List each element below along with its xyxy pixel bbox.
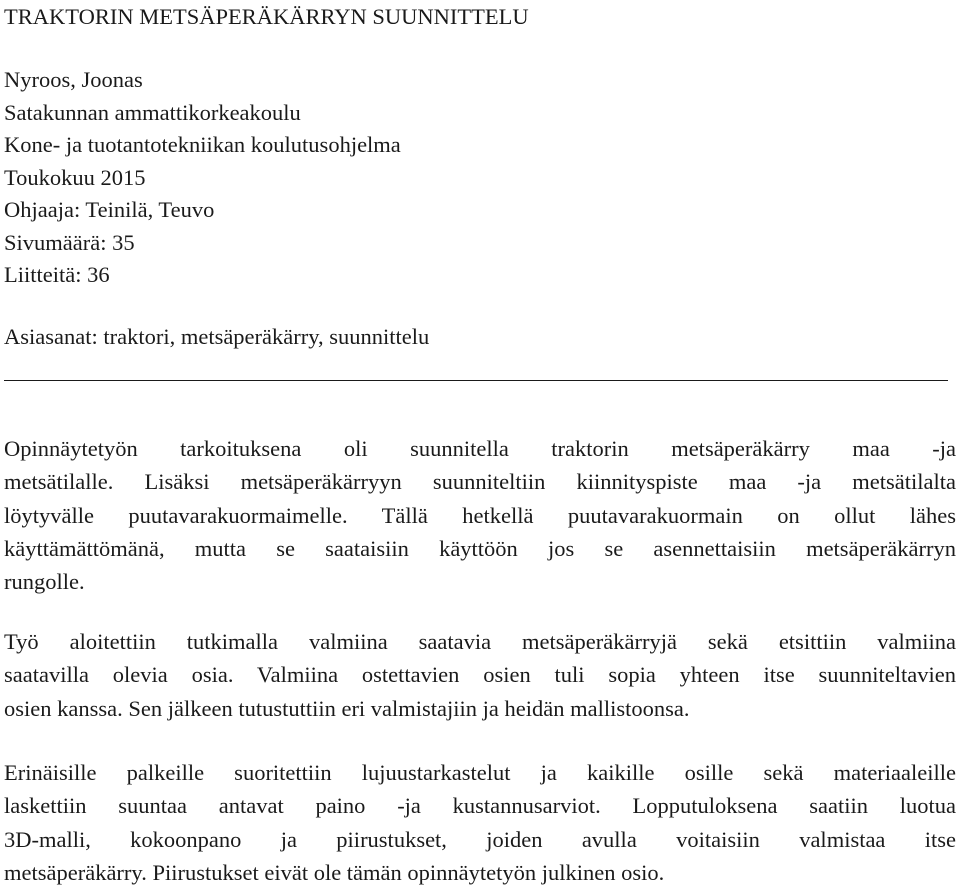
paragraph-line: saatavilla olevia osia. Valmiina ostettavien osien tuli sopia yhteen itse suunniteltavien bbox=[4, 662, 956, 688]
paragraph-line: osien kanssa. Sen jälkeen tutustuttiin eri valmistajiin ja heidän mallistoonsa. bbox=[4, 695, 690, 721]
page-count: Sivumäärä: 35 bbox=[4, 229, 135, 255]
author: Nyroos, Joonas bbox=[4, 67, 143, 92]
abstract-paragraph-3 bbox=[4, 756, 956, 889]
paragraph-line: 3D-malli, kokoonpano ja piirustukset, joiden avulla voitaisiin valmistaa itse bbox=[4, 826, 956, 852]
abstract-paragraph-1 bbox=[4, 432, 956, 598]
paragraph-line: laskettiin suuntaa antavat paino -ja kustannusarviot. Lopputuloksena saatiin luotua bbox=[4, 793, 956, 819]
abstract-paragraph-2 bbox=[4, 625, 956, 725]
paragraph-line: käyttämättömänä, mutta se saataisiin käyttöön jos se asennettaisiin metsäperäkärryn bbox=[4, 535, 956, 561]
document-title: TRAKTORIN METSÄPERÄKÄRRYN SUUNNITTELU bbox=[4, 4, 529, 29]
degree-programme: Kone- ja tuotantotekniikan koulutusohjelma bbox=[4, 132, 401, 157]
paragraph-line: Opinnäytetyön tarkoituksena oli suunnitella traktorin metsäperäkärry maa -ja bbox=[4, 436, 956, 461]
paragraph-line: metsäperäkärry. Piirustukset eivät ole tämän opinnäytetyön julkinen osio. bbox=[4, 859, 665, 885]
date: Toukokuu 2015 bbox=[4, 164, 146, 190]
institution: Satakunnan ammattikorkeakoulu bbox=[4, 99, 301, 125]
paragraph-line: metsätilalle. Lisäksi metsäperäkärryyn suunniteltiin kiinnityspiste maa -ja metsätilalta bbox=[4, 469, 956, 495]
paragraph-line: rungolle. bbox=[4, 569, 85, 595]
divider bbox=[4, 380, 948, 381]
paragraph-line: löytyvälle puutavarakuormaimelle. Tällä hetkellä puutavarakuormain on ollut lähes bbox=[4, 502, 956, 528]
paragraph-line: Työ aloitettiin tutkimalla valmiina saatavia metsäperäkärryjä sekä etsittiin valmiina bbox=[4, 629, 956, 654]
keywords: Asiasanat: traktori, metsäperäkärry, suunnittelu bbox=[4, 324, 430, 349]
metadata-block bbox=[4, 64, 401, 292]
appendix-count: Liitteitä: 36 bbox=[4, 262, 110, 287]
paragraph-line: Erinäisille palkeille suoritettiin lujuustarkastelut ja kaikille osille sekä materiaaleille bbox=[4, 760, 956, 785]
supervisor: Ohjaaja: Teinilä, Teuvo bbox=[4, 197, 215, 222]
